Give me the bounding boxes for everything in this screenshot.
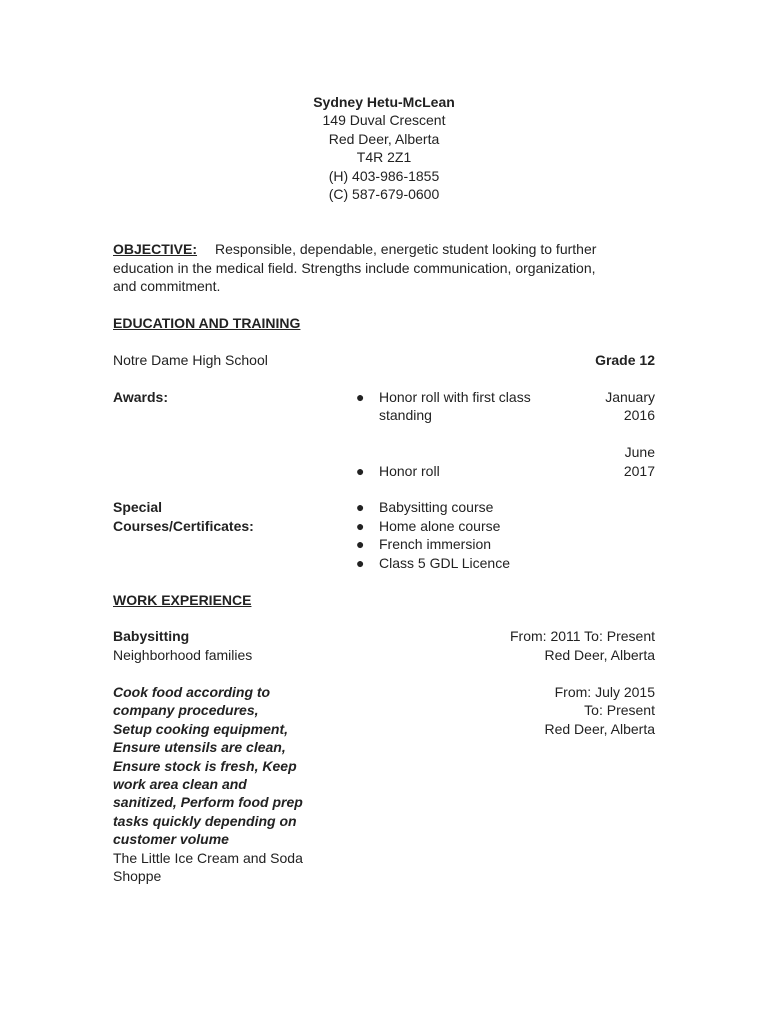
job-2-employer-line-2: Shoppe: [113, 868, 162, 884]
job-2-duty-line: Ensure stock is fresh, Keep: [113, 758, 297, 774]
objective-text-3: and commitment.: [113, 278, 221, 294]
award-2-date-year: 2017: [623, 463, 655, 479]
job-2-duty-line: sanitized, Perform food prep: [113, 794, 303, 810]
objective-text-2: education in the medical field. Strengths include communication, organization,: [113, 260, 596, 276]
job-2-date-from: From: July 2015: [554, 684, 655, 700]
award-1-line-1: Honor roll with first class: [379, 389, 531, 405]
awards-label: Awards:: [113, 389, 168, 405]
resume-name: Sydney Hetu-McLean: [313, 94, 455, 110]
bullet-icon: ●: [356, 518, 365, 534]
education-heading: EDUCATION AND TRAINING: [113, 315, 301, 331]
bullet-icon: ●: [356, 389, 365, 405]
job-2-duty-line: customer volume: [113, 831, 229, 847]
work-heading: WORK EXPERIENCE: [113, 592, 252, 608]
award-1-date-month: January: [605, 389, 655, 405]
address-line-1: 149 Duval Crescent: [322, 112, 446, 128]
job-2-duty-line: work area clean and: [113, 776, 247, 792]
award-1-date-year: 2016: [623, 407, 655, 423]
award-1-line-2: standing: [379, 407, 432, 423]
special-label-2: Courses/Certificates:: [113, 518, 254, 534]
course-item: Class 5 GDL Licence: [379, 555, 510, 571]
cell-phone: (C) 587-679-0600: [328, 186, 440, 202]
objective-label: OBJECTIVE:: [113, 241, 198, 257]
school-name: Notre Dame High School: [113, 352, 268, 368]
special-label-1: Special: [113, 499, 163, 515]
job-2-duty-line: Cook food according to: [113, 684, 271, 700]
course-item: French immersion: [379, 536, 492, 552]
job-1-dates: From: 2011 To: Present: [510, 628, 655, 644]
postal-code: T4R 2Z1: [356, 149, 412, 165]
course-item: Babysitting course: [379, 499, 494, 515]
bullet-icon: ●: [356, 499, 365, 515]
job-1-title: Babysitting: [113, 628, 190, 644]
job-2-employer-line-1: The Little Ice Cream and Soda: [113, 850, 303, 866]
bullet-icon: ●: [356, 555, 365, 571]
job-1-employer: Neighborhood families: [113, 647, 253, 663]
job-2-location: Red Deer, Alberta: [544, 721, 655, 737]
job-1-location: Red Deer, Alberta: [544, 647, 655, 663]
job-2-duty-line: Setup cooking equipment,: [113, 721, 289, 737]
job-2-duty-line: tasks quickly depending on: [113, 813, 297, 829]
bullet-icon: ●: [356, 463, 365, 479]
job-2-duty-line: company procedures,: [113, 702, 259, 718]
job-2-date-to: To: Present: [584, 702, 655, 718]
job-2-duty-line: Ensure utensils are clean,: [113, 739, 286, 755]
address-line-2: Red Deer, Alberta: [328, 131, 440, 147]
bullet-icon: ●: [356, 536, 365, 552]
objective-line-1: [113, 240, 596, 259]
course-item: Home alone course: [379, 518, 501, 534]
award-2-line-1: Honor roll: [379, 463, 440, 479]
grade-level: Grade 12: [595, 352, 655, 368]
award-2-date-month: June: [624, 444, 655, 460]
home-phone: (H) 403-986-1855: [328, 168, 440, 184]
objective-text-1: Responsible, dependable, energetic student looking to further: [215, 241, 597, 257]
